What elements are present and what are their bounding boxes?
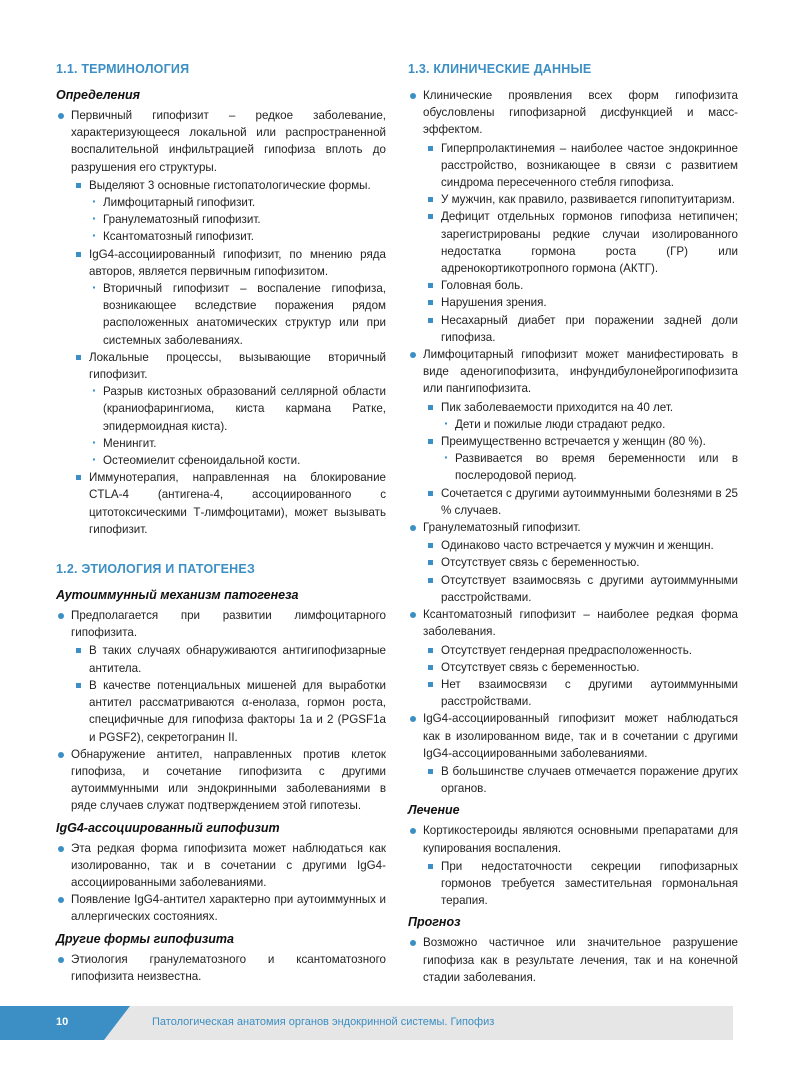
list-item: IgG4-ассоциированный гипофизит может наблюдаться как в изолированном виде, так и в сочетании с другими IgG4-ассоциированными заболеваниями. В большинстве случаев отмечается поражение других органов. (408, 710, 738, 797)
list-item: Нарушения зрения. (425, 294, 738, 311)
list-item: Лимфоцитарный гипофизит может манифестировать в виде аденогипофизита, инфундибулонейрогипофизита или пангипофизита. Пик заболеваемости приходится на 40 лет. · Дети и пожилые люди страдают редко. Преимущественно встречается у женщин (80 %). · Развивается во время беременности или в послеродовой период. Сочетается с другими аутоиммунными болезнями в 25 % случаев. (408, 346, 738, 519)
list-item: В большинстве случаев отмечается поражение других органов. (425, 763, 738, 797)
list-item: · Разрыв кистозных образований селлярной области (краниофарингиома, киста кармана Ратке, эпидермоидная киста). (89, 383, 386, 435)
section-title-clinical: 1.3. КЛИНИЧЕСКИЕ ДАННЫЕ (408, 62, 592, 76)
running-title: Патологическая анатомия органов эндокринной системы. Гипофиз (152, 1016, 495, 1028)
list-item: Отсутствует связь с беременностью. (425, 554, 738, 571)
other-forms-list (56, 951, 386, 985)
list-item: Преимущественно встречается у женщин (80 %). · Развивается во время беременности или в послеродовой период. (425, 433, 738, 485)
subheading-prognosis: Прогноз (408, 915, 461, 930)
list-item: Локальные процессы, вызывающие вторичный гипофизит. · Разрыв кистозных образований селлярной области (краниофарингиома, киста кармана Ратке, эпидермоидная киста). · Менингит. · Остеомиелит сфеноидальной кости. (73, 349, 386, 469)
list-item: При недостаточности секреции гипофизарных гормонов требуется заместительная гормональная терапия. (425, 858, 738, 910)
list-item: · Ксантоматозный гипофизит. (89, 228, 386, 245)
list-item: У мужчин, как правило, развивается гипопитуитаризм. (425, 191, 738, 208)
list-item: · Гранулематозный гипофизит. (89, 211, 386, 228)
subheading-igg4: IgG4-ассоциированный гипофизит (56, 820, 280, 835)
list-item: Отсутствует связь с беременностью. (425, 659, 738, 676)
list-item: · Лимфоцитарный гипофизит. (89, 194, 386, 211)
list-item: Первичный гипофизит – редкое заболевание, характеризующееся локальной или распространенной воспалительной инфильтрацией гипофиза вплоть до разрушения его структуры. Выделяют 3 основные гистопатологические формы. · Лимфоцитарный гипофизит. · Гранулематозный гипофизит. · Ксантоматозный гипофизит. IgG4-ассоциированный гипофизит, по мнению ряда авторов, является первичным гипофизитом. · Вторичный гипофизит – воспаление гипофиза, возникающее вследствие поражения рядом расположенных анатомических структур или при системных заболеваниях. Локальные процессы, вызывающие вторичный гипофизит. · Разрыв кистозных образований селлярной области (краниофарингиома, киста кармана Ратке, эпидермоидная киста). · Менингит. · Остеомиелит сфеноидальной кости. Иммунотерапия, направленная на блокирование CTLA-4 (антигена-4, ассоциированного с цитотоксическими Т-лимфоцитами), может вызывать гипофизит. (56, 107, 386, 538)
list-item: Этиология гранулематозного и ксантоматозного гипофизита неизвестна. (56, 951, 386, 985)
list-item: Сочетается с другими аутоиммунными болезнями в 25 % случаев. (425, 485, 738, 519)
list-item: IgG4-ассоциированный гипофизит, по мнению ряда авторов, является первичным гипофизитом. · Вторичный гипофизит – воспаление гипофиза, возникающее вследствие поражения рядом расположенных анатомических структур или при системных заболеваниях. (73, 246, 386, 349)
list-item: Одинаково часто встречается у мужчин и женщин. (425, 537, 738, 554)
list-item: · Остеомиелит сфеноидальной кости. (89, 452, 386, 469)
treatment-list (408, 822, 738, 909)
list-item: Ксантоматозный гипофизит – наиболее редкая форма заболевания. Отсутствует гендерная предрасположенность. Отсутствует связь с беременностью. Нет взаимосвязи с другими аутоиммунными расстройствами. (408, 606, 738, 710)
list-item: Нет взаимосвязи с другими аутоиммунными расстройствами. (425, 676, 738, 710)
list-item: Головная боль. (425, 277, 738, 294)
list-item: Несахарный диабет при поражении задней доли гипофиза. (425, 312, 738, 346)
left-column (56, 60, 386, 985)
list-item: В качестве потенциальных мишеней для выработки антител рассматриваются α-енолаза, гормон роста, специфичные для гипофиза факторы 1а и 2 (PGSF1a и PGSF2), секретогранин II. (73, 677, 386, 746)
right-column (408, 60, 738, 986)
subheading-autoimmune: Аутоиммунный механизм патогенеза (56, 588, 299, 603)
list-item: Иммунотерапия, направленная на блокирование CTLA-4 (антигена-4, ассоциированного с цитотоксическими Т-лимфоцитами), может вызывать гипофизит. (73, 469, 386, 538)
list-item: Возможно частичное или значительное разрушение гипофиза как в результате лечения, так и на конечной стадии заболевания. (408, 934, 738, 986)
list-item: Появление IgG4-антител характерно при аутоиммунных и аллергических состояниях. (56, 891, 386, 925)
subheading-treatment: Лечение (408, 803, 460, 818)
list-item: Гранулематозный гипофизит. Одинаково часто встречается у мужчин и женщин. Отсутствует связь с беременностью. Отсутствует взаимосвязь с другими аутоиммунными расстройствами. (408, 519, 738, 606)
list-item: Дефицит отдельных гормонов гипофиза нетипичен; зарегистрированы редкие случаи изолированного недостатка гормона роста (ГР) или адренокортикотропного гормона (АКТГ). (425, 208, 738, 277)
list-item: · Менингит. (89, 435, 386, 452)
list-item: Пик заболеваемости приходится на 40 лет. · Дети и пожилые люди страдают редко. (425, 399, 738, 433)
list-item: Выделяют 3 основные гистопатологические формы. · Лимфоцитарный гипофизит. · Гранулематозный гипофизит. · Ксантоматозный гипофизит. (73, 177, 386, 246)
subheading-other-forms: Другие формы гипофизита (56, 931, 234, 946)
igg4-list (56, 840, 386, 926)
list-item: Предполагается при развитии лимфоцитарного гипофизита. В таких случаях обнаруживаются антигипофизарные антитела. В качестве потенциальных мишеней для выработки антител рассматриваются α-енолаза, гормон роста, специфичные для гипофиза факторы 1а и 2 (PGSF1a и PGSF2), секретогранин II. (56, 607, 386, 746)
list-item: Клинические проявления всех форм гипофизита обусловлены гипофизарной дисфункцией и масс-эффектом. Гиперпролактинемия – наиболее частое эндокринное расстройство, возникающее в связи с развитием синдрома пересеченного стебля гипофиза. У мужчин, как правило, развивается гипопитуитаризм. Дефицит отдельных гормонов гипофиза нетипичен; зарегистрированы редкие случаи изолированного недостатка гормона роста (ГР) или адренокортикотропного гормона (АКТГ). Головная боль. Нарушения зрения. Несахарный диабет при поражении задней доли гипофиза. (408, 87, 738, 346)
list-item: В таких случаях обнаруживаются антигипофизарные антитела. (73, 642, 386, 676)
list-item: Отсутствует взаимосвязь с другими аутоиммунными расстройствами. (425, 572, 738, 606)
list-item: · Вторичный гипофизит – воспаление гипофиза, возникающее вследствие поражения рядом расположенных анатомических структур или при системных заболеваниях. (89, 280, 386, 349)
definitions-list (56, 107, 386, 538)
list-item: · Развивается во время беременности или в послеродовой период. (441, 450, 738, 484)
section-title-etiology: 1.2. ЭТИОЛОГИЯ И ПАТОГЕНЕЗ (56, 562, 255, 577)
list-item: Обнаружение антител, направленных против клеток гипофиза, и сочетание гипофизита с другими аутоиммунными или эндокринными заболеваниями в ряде случаев служат подтверждением этой гипотезы. (56, 746, 386, 815)
section-title-terminology: 1.1. ТЕРМИНОЛОГИЯ (56, 62, 190, 76)
list-item: Кортикостероиды являются основными препаратами для купирования воспаления. При недостаточности секреции гипофизарных гормонов требуется заместительная гормональная терапия. (408, 822, 738, 909)
list-item: · Дети и пожилые люди страдают редко. (441, 416, 738, 433)
clinical-list (408, 87, 738, 797)
list-item: Эта редкая форма гипофизита может наблюдаться как изолированно, так и в сочетании с другими IgG4-ассоциированными заболеваниями. (56, 840, 386, 892)
list-item: Гиперпролактинемия – наиболее частое эндокринное расстройство, возникающее в связи с развитием синдрома пересеченного стебля гипофиза. (425, 140, 738, 192)
list-item: Отсутствует гендерная предрасположенность. (425, 642, 738, 659)
page-number: 10 (56, 1016, 69, 1028)
autoimmune-list (56, 607, 386, 814)
prognosis-list (408, 934, 738, 986)
subheading-definitions: Определения (56, 88, 141, 102)
